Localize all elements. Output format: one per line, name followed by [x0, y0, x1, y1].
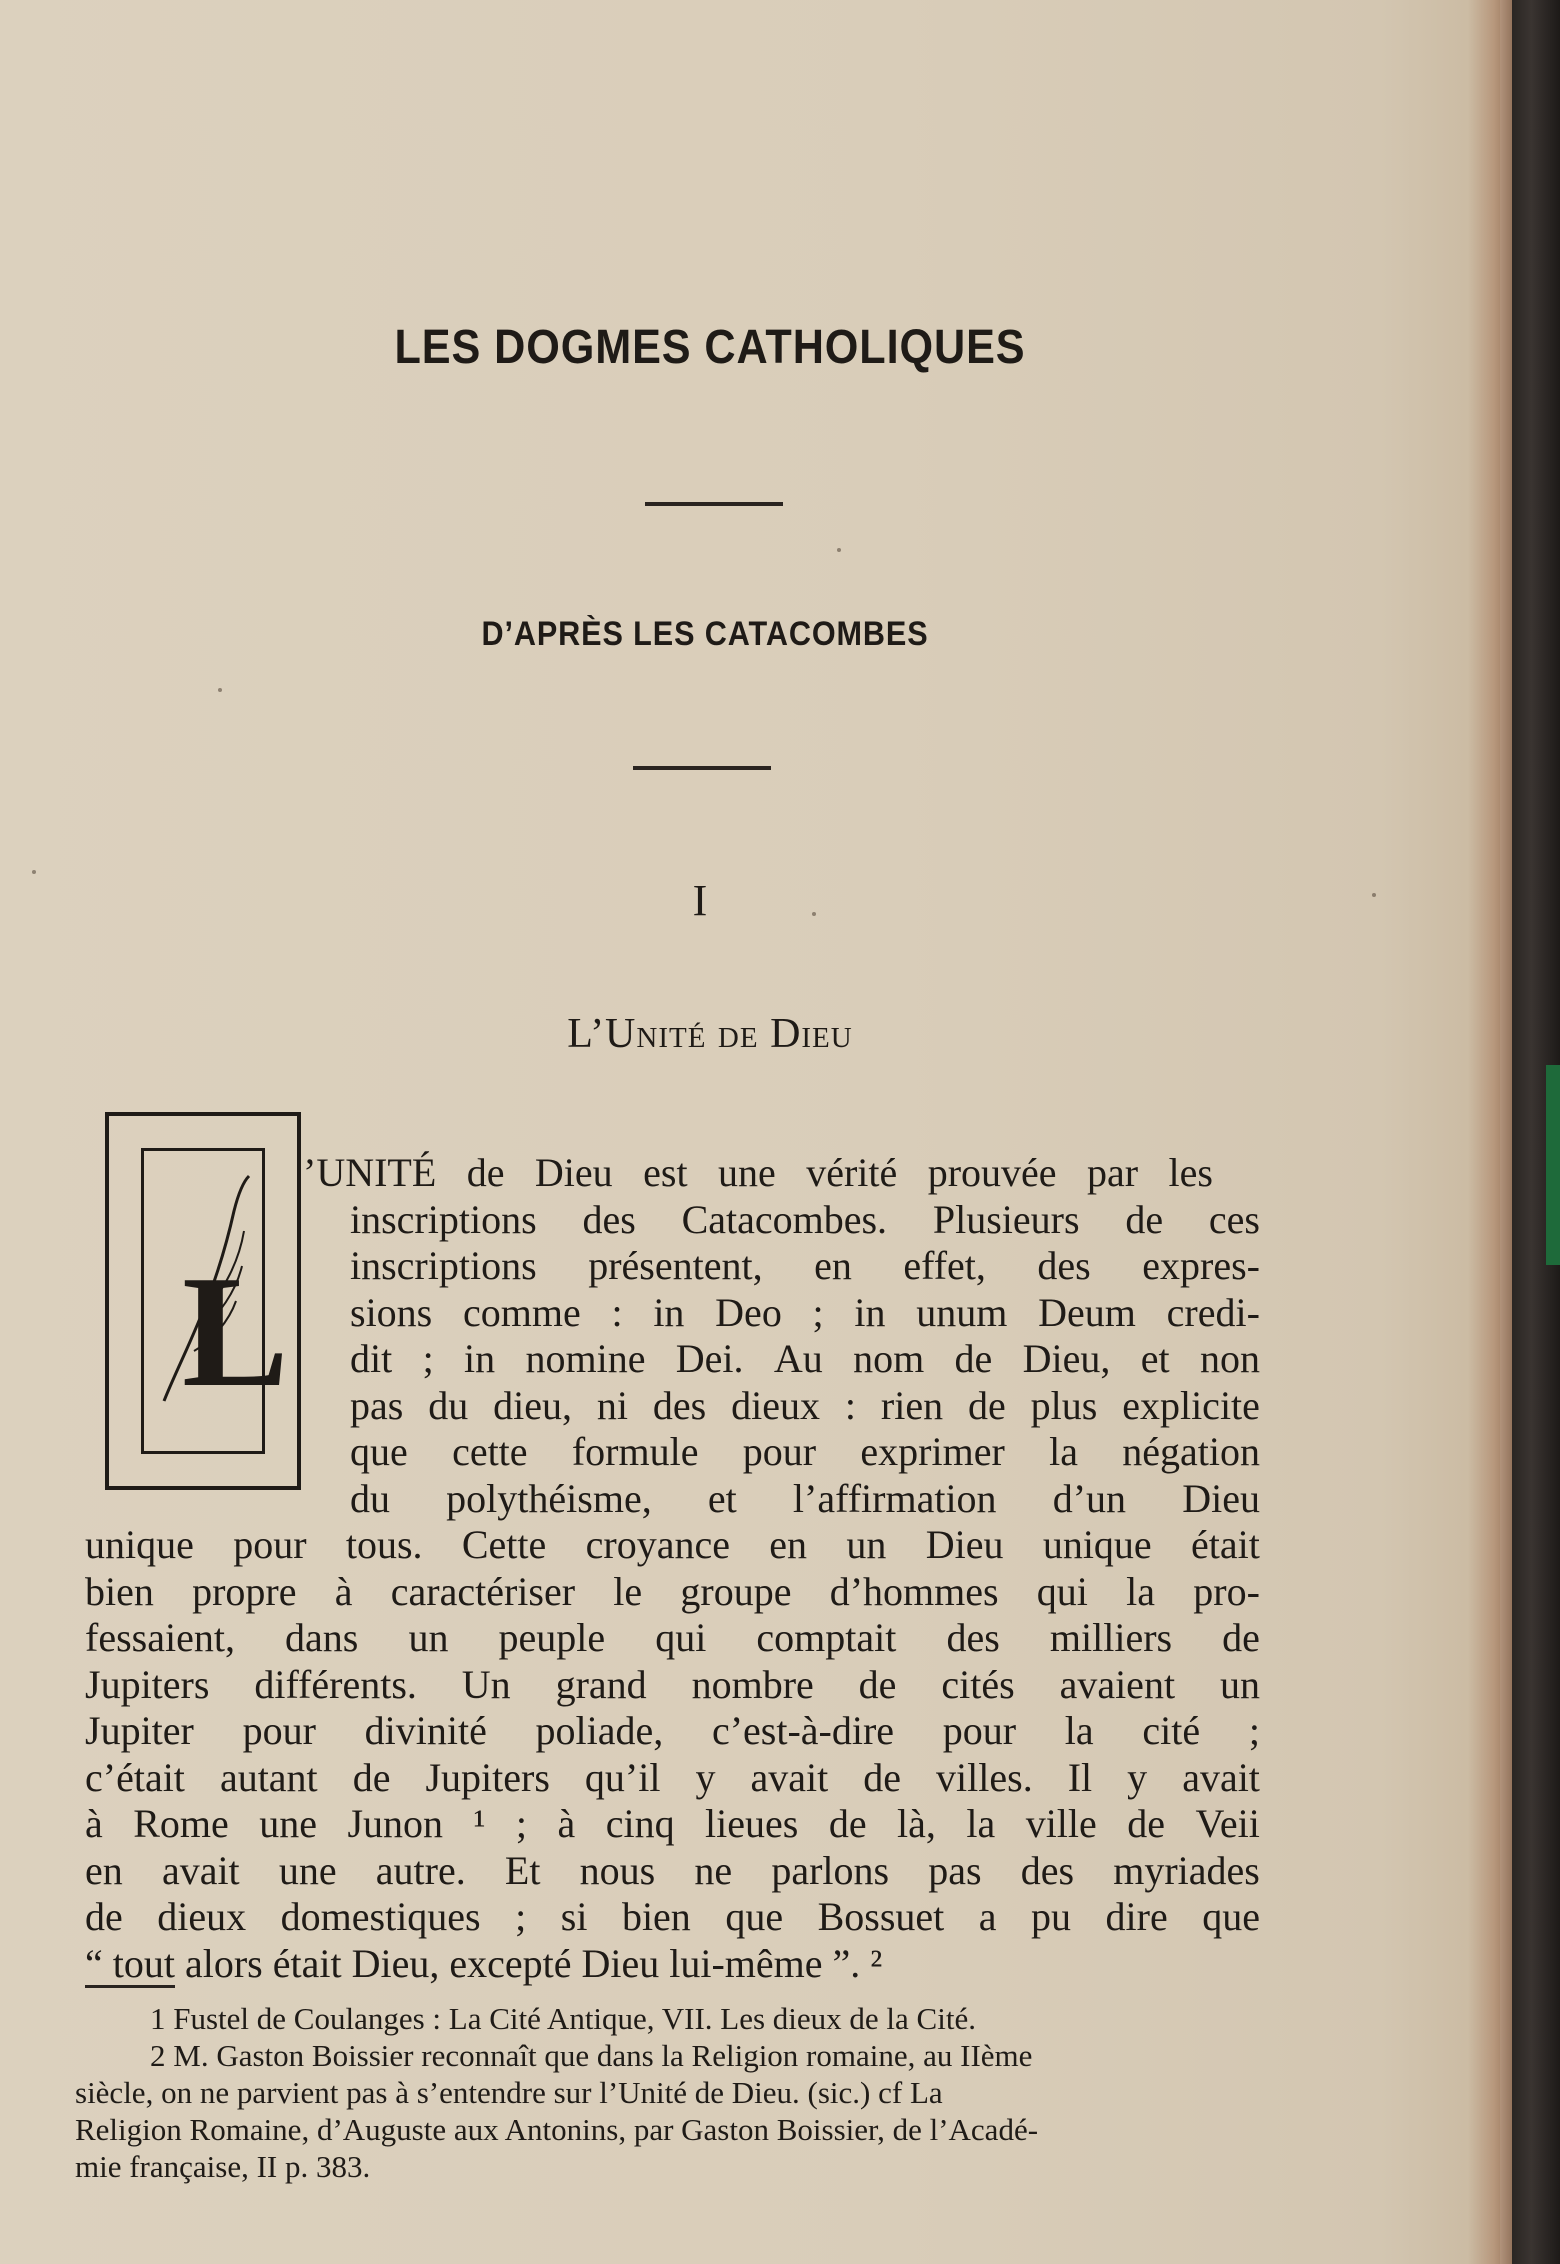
section-title: L’Unité de Dieu — [567, 1011, 853, 1057]
justified-line: pas du dieu, ni des dieux : rien de plus explicite — [350, 1382, 1260, 1428]
paper-speck — [812, 912, 816, 916]
footnote-line: Religion Romaine, d’Auguste aux Antonins, par Gaston Boissier, de l’Acadé- — [75, 2112, 1039, 2147]
text-line — [85, 1615, 1260, 1662]
justified-line: c’était autant de Jupiters qu’il y avait de villes. Il y avait — [85, 1754, 1260, 1800]
paper-speck — [218, 688, 222, 692]
text-line — [85, 1662, 1260, 1709]
justified-line: fessaient, dans un peuple qui comptait des milliers de — [85, 1615, 1260, 1660]
text-line — [303, 1150, 1213, 1197]
text-line — [85, 1848, 1260, 1895]
chapter-number: I — [692, 876, 708, 925]
text-line: “ tout alors était Dieu, excepté Dieu lui-même ”. ² — [85, 1940, 883, 1986]
text-line — [350, 1429, 1260, 1476]
title-rule — [645, 502, 783, 506]
text-line — [350, 1290, 1260, 1337]
justified-line: Jupiters différents. Un grand nombre de cités avaient un — [85, 1661, 1260, 1707]
text-line — [350, 1476, 1260, 1523]
text-line — [350, 1383, 1260, 1430]
justified-line: ’UNITÉ de Dieu est une vérité prouvée par les — [303, 1150, 1213, 1195]
text-line — [350, 1336, 1260, 1383]
justified-line: Jupiter pour divinité poliade, c’est-à-dire pour la cité ; — [85, 1708, 1260, 1753]
paper-speck — [837, 548, 841, 552]
footnotes — [75, 2000, 1245, 2185]
justified-line: sions comme : in Deo ; in unum Deum credi- — [350, 1289, 1260, 1335]
text-line — [85, 1801, 1260, 1848]
justified-line: du polythéisme, et l’affirmation d’un Dieu — [350, 1475, 1260, 1521]
justified-line: à Rome une Junon ¹ ; à cinq lieues de là, la ville de Veii — [85, 1801, 1260, 1846]
paper-speck — [32, 870, 36, 874]
justified-line: que cette formule pour exprimer la négation — [350, 1429, 1260, 1474]
text-line — [85, 1708, 1260, 1755]
text-line — [350, 1243, 1260, 1290]
dropcap-letter: L — [182, 1242, 289, 1420]
justified-line: inscriptions présentent, en effet, des expres- — [350, 1243, 1260, 1288]
justified-line: de dieux domestiques ; si bien que Bossuet a pu dire que — [85, 1894, 1260, 1939]
bookmark-tab — [1546, 1065, 1560, 1265]
footnote-line: siècle, on ne parvient pas à s’entendre sur l’Unité de Dieu. (sic.) cf La — [75, 2075, 943, 2110]
paper-speck — [1372, 893, 1376, 897]
footnote-rule — [85, 1985, 175, 1988]
text-line — [350, 1197, 1260, 1244]
justified-line: bien propre à caractériser le groupe d’hommes qui la pro- — [85, 1568, 1260, 1614]
text-line — [85, 1755, 1260, 1802]
footnote-line: 1 Fustel de Coulanges : La Cité Antique, VII. Les dieux de la Cité. — [150, 2001, 976, 2036]
text-line — [85, 1894, 1260, 1941]
body-text — [85, 1150, 1260, 1987]
page-subtitle: D’APRÈS LES CATACOMBES — [481, 615, 929, 653]
subtitle-rule — [633, 766, 771, 770]
text-line — [85, 1522, 1260, 1569]
justified-line: unique pour tous. Cette croyance en un Dieu unique était — [85, 1522, 1260, 1567]
justified-line: en avait une autre. Et nous ne parlons pas des myriades — [85, 1847, 1260, 1893]
page-edge-shadow — [1468, 0, 1512, 2264]
text-line — [85, 1569, 1260, 1616]
justified-line: inscriptions des Catacombes. Plusieurs de ces — [350, 1196, 1260, 1242]
justified-line: dit ; in nomine Dei. Au nom de Dieu, et non — [350, 1336, 1260, 1381]
footnote-line: mie française, II p. 383. — [75, 2149, 371, 2184]
page-title: LES DOGMES CATHOLIQUES — [394, 321, 1026, 374]
footnote-line: 2 M. Gaston Boissier reconnaît que dans la Religion romaine, au IIème — [150, 2038, 1033, 2073]
